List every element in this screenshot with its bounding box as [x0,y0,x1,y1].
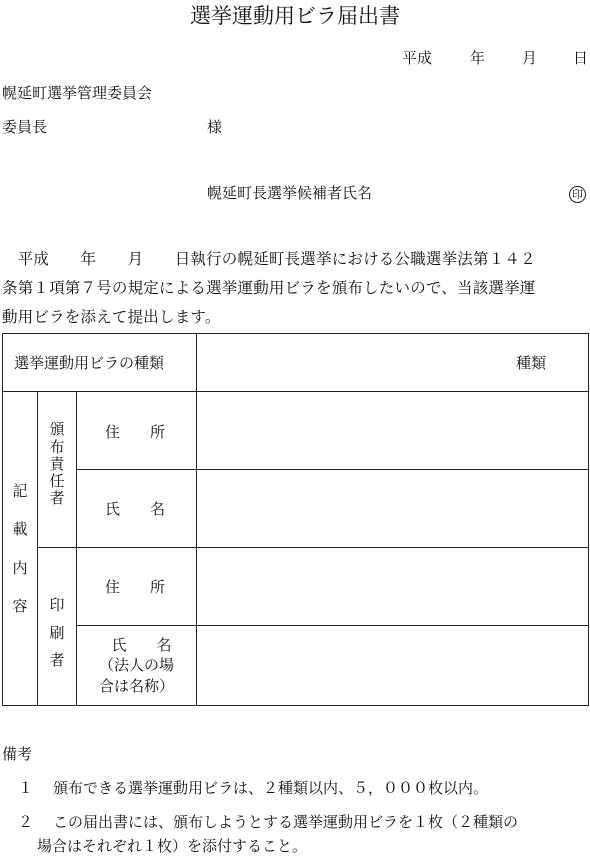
notes-title: 備考 [2,745,33,763]
seal-mark [569,183,586,203]
date-era: 平成 [402,49,433,67]
type-label: 選挙運動用ビラの種類 [3,334,197,392]
distributor-address-label: 住 所 [77,392,197,470]
note-2-continuation: 場合はそれぞれ１枚）を添付すること。 [37,837,308,855]
date-month: 月 [522,49,538,67]
body-line-3: 動用ビラを添えて提出します。 [2,308,221,326]
note-2-text: この届出書には、頒布しようとする選挙運動用ビラを１枚（２種類の [53,813,519,831]
note-2-number: ２ [18,813,34,831]
date-line [0,47,590,67]
date-year: 年 [470,49,486,67]
printer-name-line3: 合は名称） [99,676,175,695]
printer-name-field[interactable] [197,626,589,706]
addressee-org: 幌延町選挙管理委員会 [2,84,153,102]
seal-label: 印 [569,186,586,203]
contents-label: 記 載 内 容 [3,392,38,706]
addressee-title: 委員長 [2,118,48,136]
date-day: 日 [573,49,589,67]
distributor-label: 頒 布 責 任 者 [38,392,77,548]
distributor-name-label: 氏 名 [77,470,197,548]
table-row [3,334,589,392]
note-1-text: 頒布できる選挙運動用ビラは、２種類以内、５，０００枚以内。 [53,779,489,797]
type-value [197,334,589,392]
note-1-number: １ [18,779,34,797]
body-line-2: 条第１項第７号の規定による選挙運動用ビラを頒布したいので、当該選挙運 [2,279,536,297]
printer-address-field[interactable] [197,548,589,626]
addressee-honorific: 様 [207,118,223,136]
distributor-address-field[interactable] [197,392,589,470]
body-line-1: 平成 年 月 日執行の幌延町長選挙における公職選挙法第１４２ [2,250,536,268]
type-value-text: 種類 [515,354,546,372]
printer-name-line1: 氏 名 [111,636,172,655]
printer-label: 印 刷 者 [38,548,77,706]
distributor-name-field[interactable] [197,470,589,548]
printer-name-line2: （法人の場 [99,656,175,675]
table-row [3,626,589,706]
printer-address-label: 住 所 [77,548,197,626]
printer-name-label [77,626,197,706]
document-title: 選挙運動用ビラ届出書 [190,4,400,28]
table-row [3,392,589,470]
table-row [3,548,589,626]
applicant-label: 幌延町長選挙候補者氏名 [207,184,373,202]
form-table [2,333,589,706]
table-row [3,470,589,548]
